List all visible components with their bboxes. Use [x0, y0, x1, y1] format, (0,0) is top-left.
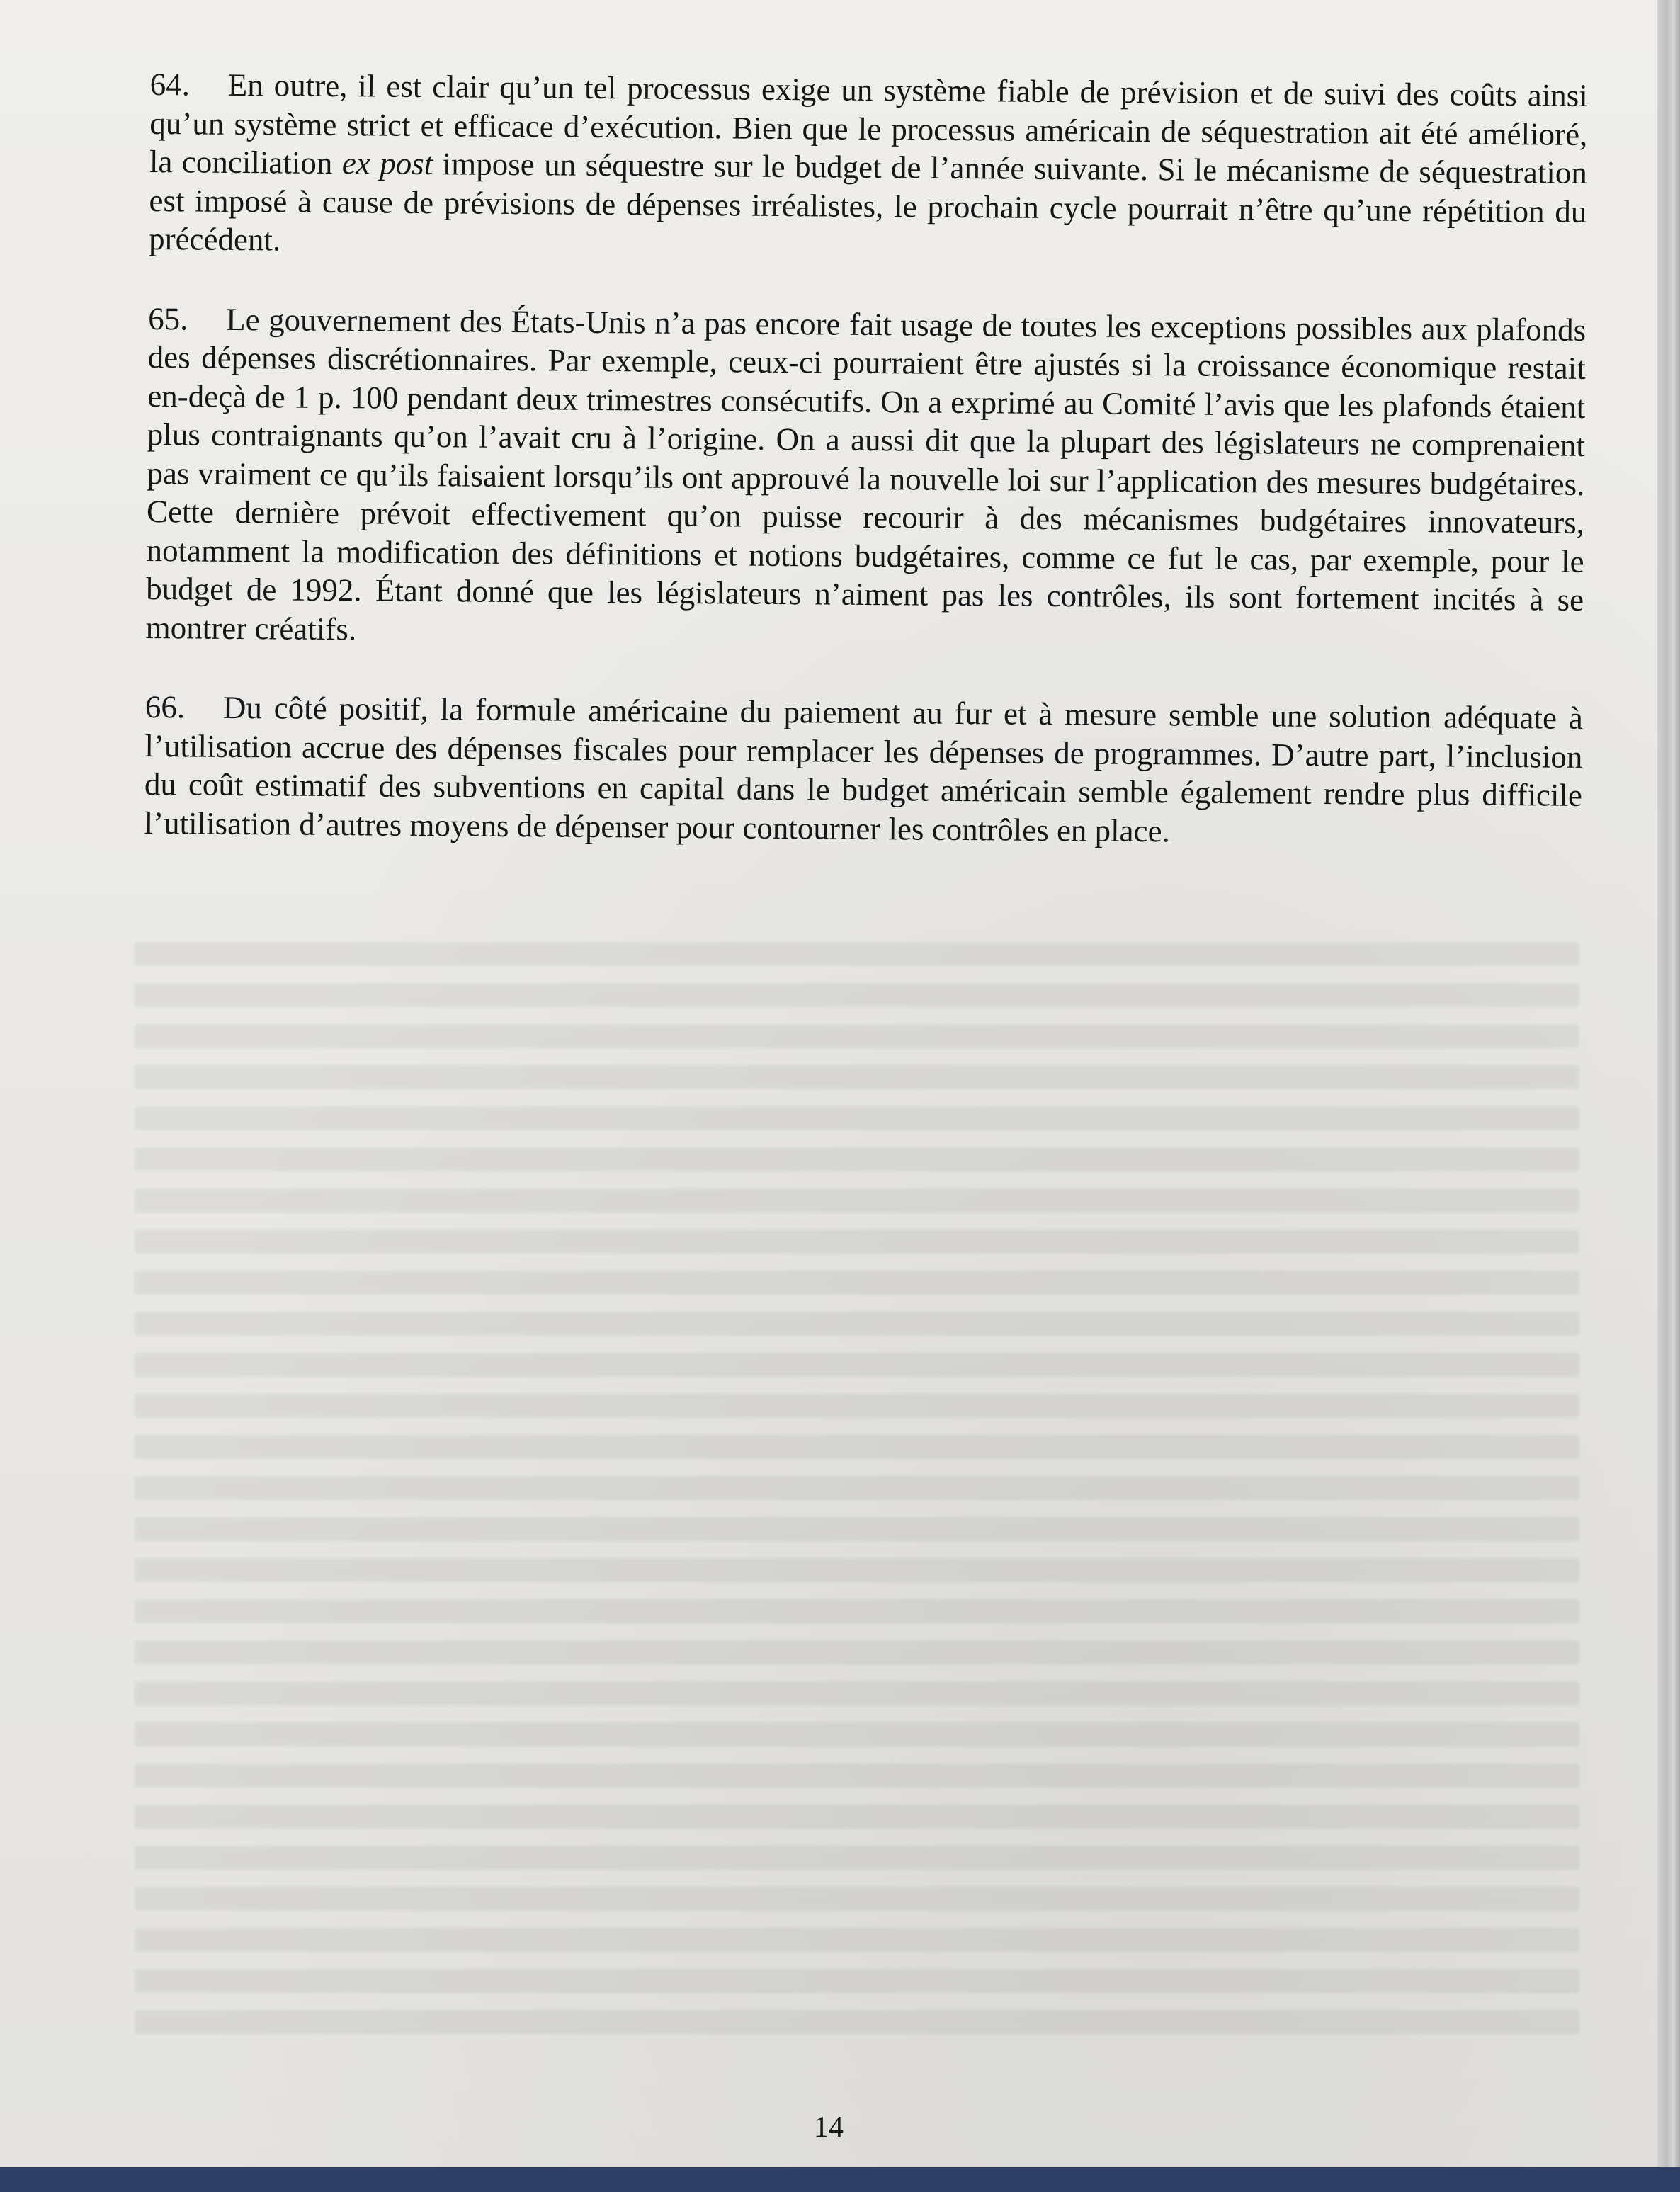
- page-edge: [1657, 0, 1680, 2167]
- paragraph-66: [144, 688, 1583, 853]
- paragraph-number: 65.: [147, 300, 188, 336]
- paragraph-65: [146, 299, 1587, 657]
- paragraph-number: 66.: [144, 688, 186, 725]
- page-number: 14: [814, 2111, 844, 2144]
- paragraph-number: 64.: [149, 66, 191, 103]
- paragraph-64: [149, 65, 1588, 269]
- paragraph-text: Du côté positif, la formule américaine du paiement au fur et à mesure semble une solution adéquate à l’utilisation accrue des dépenses fiscales pour remplacer les dépenses de programmes. D’autre part, l’inclusion du coût estimatif des subventions en capital dans le budget américain semble également rendre plus difficile l’utilisation d’autres moyens de dépenser pour contourner les contrôles en place.: [144, 689, 1584, 848]
- italic-term: ex post: [341, 145, 433, 182]
- paragraph-text: impose un séquestre sur le budget de l’année suivante. Si le mécanisme de séquestration est imposé à cause de prévisions de dépenses irréalistes, le prochain cycle pourrait n’être qu’une répétition du précédent.: [148, 146, 1588, 258]
- paragraph-text: Le gouvernement des États-Unis n’a pas encore fait usage de toutes les exceptions possibles aux plafonds des dépenses discrétionnaires. Par exemple, ceux-ci pourraient être ajustés si la croissance économique restait en-deçà de 1 p. 100 pendant deux trimestres consécutifs. On a exprimé au Comité l’avis que les plafonds étaient plus contraignants qu’on l’avait cru à l’origine. On a aussi dit que la plupart des législateurs ne comprenaient pas vraiment ce qu’ils faisaient lorsqu’ils ont approuvé la nouvelle loi sur l’application des mesures budgétaires. Cette dernière prévoit effectivement qu’on puisse recourir à des mécanismes budgétaires innovateurs, notamment la modification des définitions et notions budgétaires, comme ce fut le cas, par exemple, pour le budget de 1992. Étant donné que les législateurs n’aiment pas les contrôles, ils sont fortement incités à se montrer créatifs.: [145, 301, 1587, 647]
- paragraph-text: En outre, il est clair qu’un tel processus exige un système fiable de prévision et de suivi des coûts ainsi qu’un système strict et efficace d’exécution. Bien que le processus américain de séquestration ait été amélioré, la conciliation: [149, 67, 1588, 181]
- show-through-text: [135, 942, 1579, 2075]
- body-text: [144, 65, 1588, 895]
